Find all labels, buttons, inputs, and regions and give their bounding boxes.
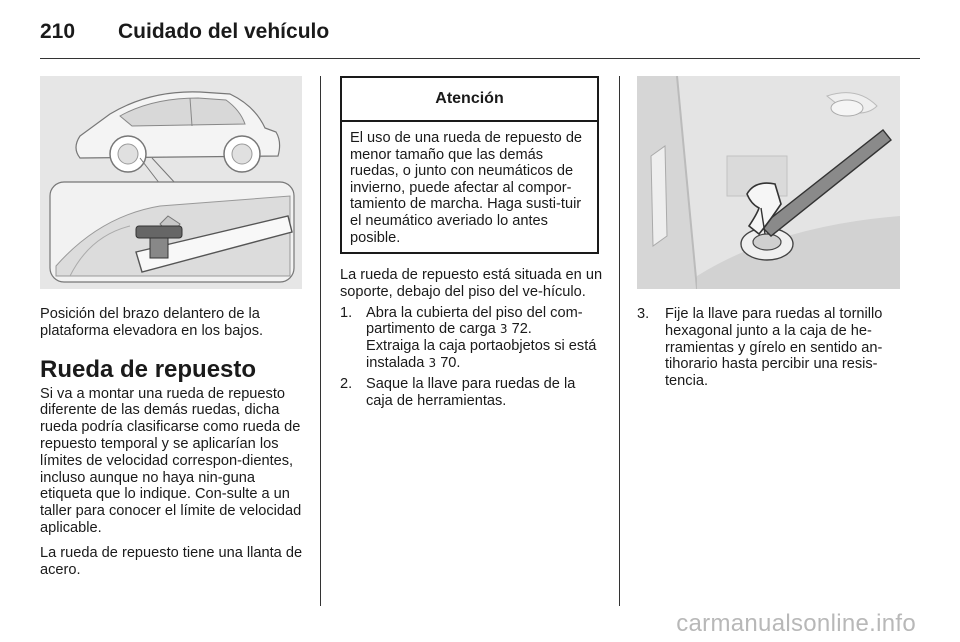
steel-rim-paragraph: La rueda de repuesto tiene una llanta de acero. bbox=[40, 544, 303, 578]
reference-arrow-icon: 3 bbox=[428, 355, 437, 370]
lift-arm-illustration bbox=[40, 76, 302, 289]
figure-caption: Posición del brazo delantero de la plataforma elevadora en los bajos. bbox=[40, 306, 264, 339]
step-1-substep-page-ref: 70. bbox=[440, 354, 461, 371]
watermark: carmanualsonline.info bbox=[676, 610, 916, 637]
step-2-text: Saque la llave para ruedas de la caja de herramientas. bbox=[366, 375, 576, 409]
section-title: Rueda de repuesto bbox=[40, 355, 257, 383]
warning-title: Atención bbox=[342, 78, 597, 122]
step-1-substep bbox=[340, 338, 605, 372]
step-1-substep-text: Extraiga la caja portaobjetos si está instalada bbox=[366, 338, 597, 371]
step-2-number: 2. bbox=[340, 375, 353, 392]
reference-arrow-icon: 3 bbox=[499, 322, 508, 337]
step-1-number: 1. bbox=[340, 304, 353, 321]
left-column-text bbox=[40, 306, 306, 578]
car-lift-svg bbox=[40, 76, 302, 289]
wheel-wrench-illustration bbox=[637, 76, 900, 289]
step-1-text: Abra la cubierta del piso del com-partimento de carga bbox=[366, 304, 583, 338]
middle-column-text bbox=[340, 267, 605, 409]
step-3-text: Fije la llave para ruedas al tornillo hexagonal junto a la caja de he-rramientas y gírelo en sentido an-tihorario hasta percibir una resis-tencia. bbox=[665, 306, 883, 390]
step-1 bbox=[340, 305, 605, 339]
warning-box bbox=[340, 76, 599, 254]
step-2 bbox=[340, 376, 605, 410]
column-divider-right bbox=[619, 76, 620, 606]
step-1-page-ref: 72. bbox=[511, 321, 532, 338]
running-title: Cuidado del vehículo bbox=[118, 20, 330, 43]
spare-location-paragraph: La rueda de repuesto está situada en un soporte, debajo del piso del ve-hículo. bbox=[340, 267, 603, 300]
page-header bbox=[40, 14, 920, 54]
warning-text: El uso de una rueda de repuesto de menor tamaño que las demás ruedas, o junto con neumáticos de invierno, puede afectar al compor-tamiento de marcha. Haga susti-tuir el neumático averiado lo antes posible. bbox=[350, 130, 583, 246]
column-divider-left bbox=[320, 76, 321, 606]
header-rule bbox=[40, 58, 920, 59]
step-3 bbox=[637, 306, 903, 390]
page-number: 210 bbox=[40, 20, 76, 43]
step-3-number: 3. bbox=[637, 306, 650, 322]
wrench-svg bbox=[637, 76, 900, 289]
spare-wheel-paragraph: Si va a montar una rueda de repuesto diferente de las demás ruedas, dicha rueda podría clasificarse como rueda de repuesto temporal y se aplicarían los límites de velocidad correspon-dientes, incluso aunque no haya nin-guna etiqueta que lo indique. Con-sulte a un taller para conocer el límite de velocidad aplicable. bbox=[40, 385, 302, 536]
right-column-text bbox=[637, 306, 903, 390]
